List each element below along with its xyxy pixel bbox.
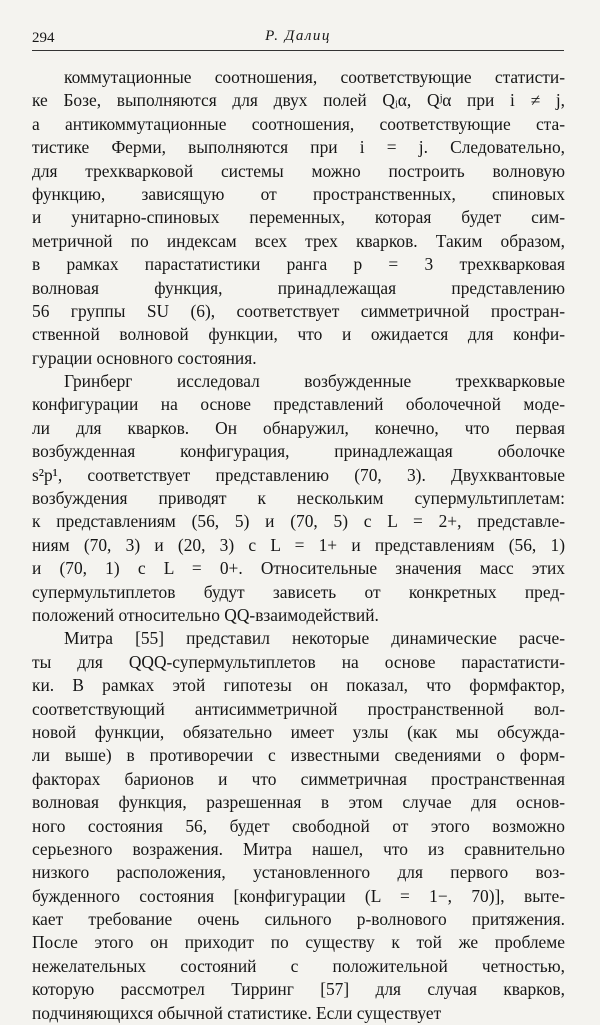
running-title: Р. Далиц: [265, 28, 331, 44]
text-line: для трехкварковой системы можно построить волновую: [32, 160, 565, 181]
text-line: ты для QQQ-супермультиплетов на основе парастатисти-: [32, 651, 565, 672]
text-line: ниям (70, 3) и (20, 3) с L = 1+ и представлениям (56, 1): [32, 534, 565, 555]
text-line: гурации основного состояния.: [32, 347, 257, 368]
text-line: Митра [55] представил некоторые динамические расче-: [64, 628, 565, 649]
text-line: новой функции, обязательно имеет узлы (как мы обсужда-: [32, 721, 565, 742]
text-line: серьезного возражения. Митра нашел, что из сравнительно: [32, 838, 565, 859]
page-number: 294: [32, 30, 55, 46]
paragraph: [32, 66, 565, 370]
text-line: и (70, 1) с L = 0+. Относительные значения масс этих: [32, 558, 565, 579]
text-line: а антикоммутационные соотношения, соответствующие ста-: [32, 113, 565, 134]
paragraph: [32, 370, 565, 627]
text-line: низкого расположения, установленного для первого воз-: [32, 862, 565, 883]
text-line: функцию, зависящую от пространственных, спиновых: [32, 183, 565, 204]
text-line: возбуждения приводят к нескольким супермультиплетам:: [32, 488, 565, 509]
text-line: возбужденная конфигурация, принадлежащая оболочке: [32, 441, 565, 462]
text-line: тистике Ферми, выполняются при i = j. Следовательно,: [32, 137, 565, 158]
paragraph: [32, 627, 565, 1025]
text-line: Гринберг исследовал возбужденные трехкварковые: [64, 371, 565, 392]
text-line: волновая функция, разрешенная в этом случае для основ-: [32, 792, 565, 813]
text-line: ке Бозе, выполняются для двух полей Qᵢα, Qʲα при i ≠ j,: [32, 90, 565, 111]
text-line: подчиняющихся обычной статистике. Если существует: [32, 1002, 442, 1023]
text-line: 56 группы SU (6), соответствует симметричной простран-: [32, 300, 565, 321]
text-line: факторах барионов и что симметричная пространственная: [32, 768, 565, 789]
page-header: [32, 28, 564, 51]
text-line: положений относительно QQ-взаимодействий.: [32, 604, 379, 625]
text-line: соответствующий антисимметричной пространственной вол-: [32, 698, 565, 719]
text-line: метричной по индексам всех трех кварков. Таким образом,: [32, 230, 565, 251]
text-line: ли выше) в противоречии с известными сведениями о форм-: [32, 745, 565, 766]
text-line: нежелательных состояний с положительной четностью,: [32, 955, 565, 976]
text-line: бужденного состояния [конфигурации (L = 1−, 70)], выте-: [32, 885, 565, 906]
text-line: к представлениям (56, 5) и (70, 5) с L = 2+, представле-: [32, 511, 565, 532]
text-line: волновая функция, принадлежащая представлению: [32, 277, 565, 298]
text-line: кает требование очень сильного p-волнового притяжения.: [32, 909, 565, 930]
body-text: [32, 66, 565, 1025]
text-line: и унитарно-спиновых переменных, которая будет сим-: [32, 207, 565, 228]
text-line: ки. В рамках этой гипотезы он показал, что формфактор,: [32, 675, 565, 696]
text-line: ственной волновой функции, что и ожидается для конфи-: [32, 324, 565, 345]
text-line: в рамках парастатистики ранга p = 3 трехкварковая: [32, 254, 565, 275]
text-line: ли для кварков. Он обнаружил, конечно, что первая: [32, 417, 565, 438]
text-line: После этого он приходит по существу к той же проблеме: [32, 932, 565, 953]
text-line: которую рассмотрел Тирринг [57] для случая кварков,: [32, 979, 565, 1000]
text-line: ного состояния 56, будет свободной от этого возможно: [32, 815, 565, 836]
text-line: супермультиплетов будут зависеть от конкретных пред-: [32, 581, 565, 602]
text-line: s²p¹, соответствует представлению (70, 3). Двухквантовые: [32, 464, 565, 485]
text-line: конфигурации на основе представлений оболочечной моде-: [32, 394, 565, 415]
text-line: коммутационные соотношения, соответствующие статисти-: [64, 67, 565, 87]
